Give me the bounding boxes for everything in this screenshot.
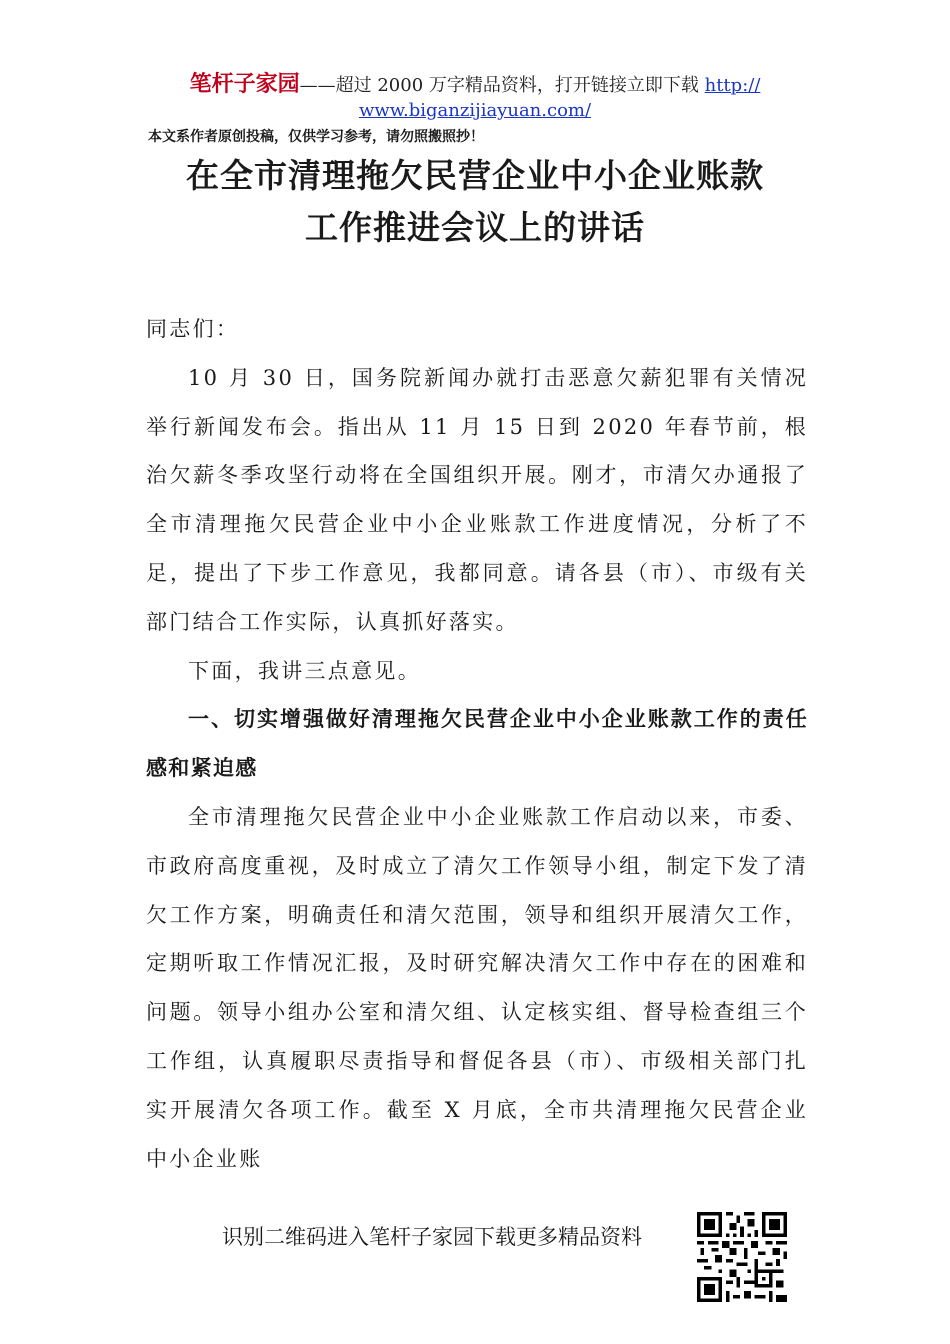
document-body	[146, 305, 808, 1183]
section-heading: 一、切实增强做好清理拖欠民营企业中小企业账款工作的责任感和紧迫感	[146, 707, 808, 781]
document-title	[0, 150, 950, 254]
salutation: 同志们：	[146, 317, 240, 341]
paragraph: 下面，我讲三点意见。	[188, 658, 421, 683]
copyright-notice: 本文系作者原创投稿，仅供学习参考，请勿照搬照抄！	[148, 129, 484, 145]
header-banner-line2	[0, 99, 950, 123]
title-line-1: 在全市清理拖欠民营企业中小企业账款	[186, 156, 764, 195]
footer-caption: 识别二维码进入笔杆子家园下载更多精品资料	[222, 1225, 642, 1249]
download-link[interactable]: http://	[704, 75, 761, 96]
paragraph: 全市清理拖欠民营企业中小企业账款工作启动以来，市委、市政府高度重视，及时成立了清欠工作领导小组，制定下发了清欠工作方案，明确责任和清欠范围，领导和组织开展清欠工作，定期听取工作情况汇报，及时研究解决清欠工作中存在的困难和问题。领导小组办公室和清欠组、认定核实组、督导检查组三个工作组，认真履职尽责指导和督促各县（市）、市级相关部门扎实开展清欠各项工作。截至 X 月底，全市共清理拖欠民营企业中小企业账	[146, 804, 808, 1171]
paragraph: 10 月 30 日，国务院新闻办就打击恶意欠薪犯罪有关情况举行新闻发布会。指出从 11 月 15 日到 2020 年春节前，根治欠薪冬季攻坚行动将在全国组织开展。刚才，市清欠办通报了全市清理拖欠民营企业中小企业账款工作进度情况，分析了不足，提出了下步工作意见，我都同意。请各县（市）、市级有关部门结合工作实际，认真抓好落实。	[146, 365, 808, 634]
header-banner	[0, 72, 950, 99]
qr-code-icon[interactable]	[697, 1212, 787, 1302]
title-line-2: 工作推进会议上的讲话	[305, 208, 645, 247]
download-link-continued[interactable]: www.biganzijiayuan.com/	[358, 100, 592, 121]
header-tagline: ——超过 2000 万字精品资料，打开链接立即下载	[299, 75, 705, 96]
brand-name: 笔杆子家园	[189, 72, 300, 97]
